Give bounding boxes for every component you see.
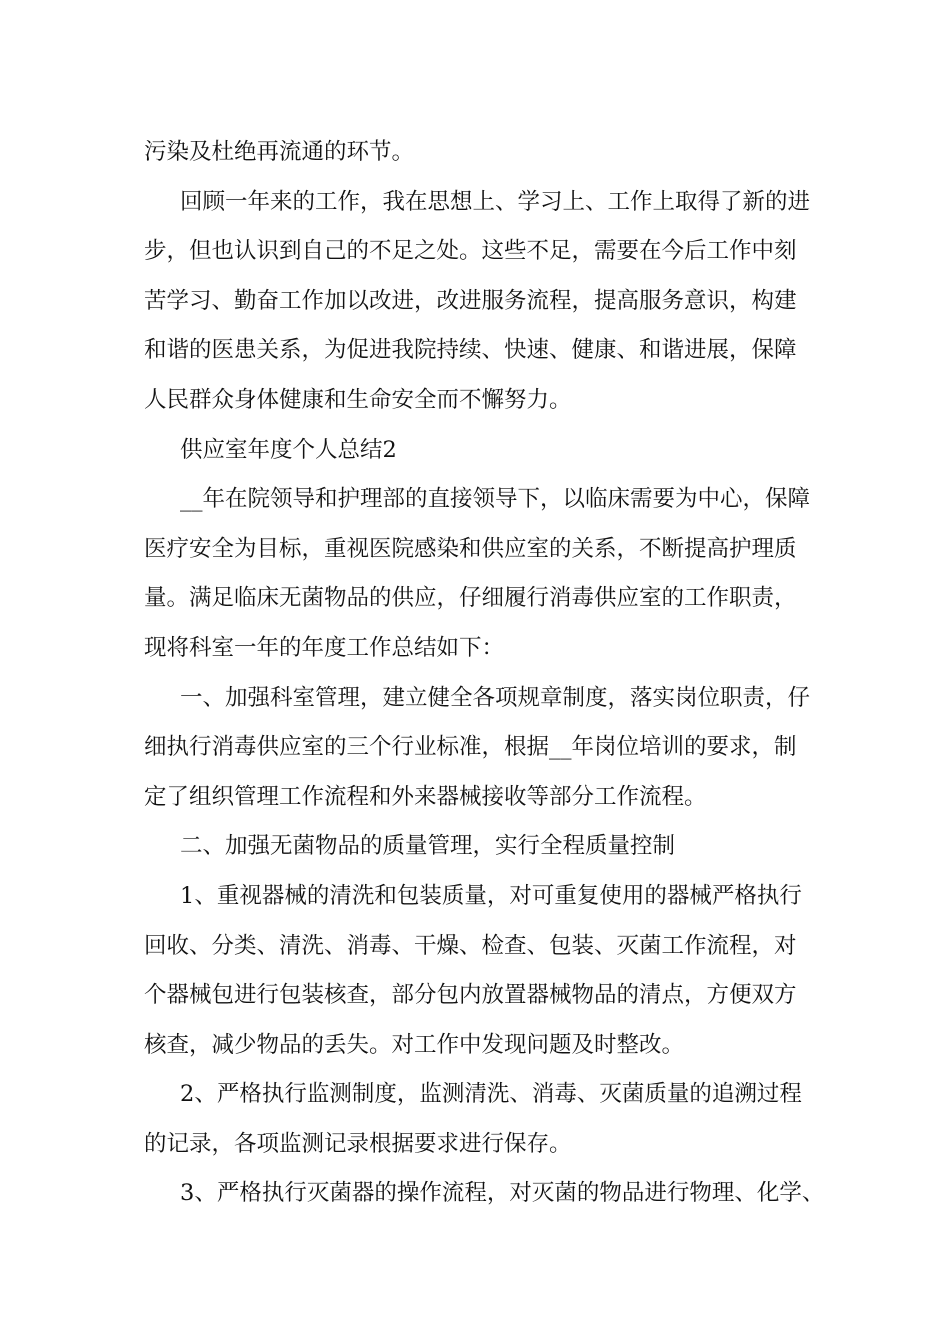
paragraph bbox=[144, 822, 834, 872]
text-line: 和谐的医患关系，为促进我院持续、快速、健康、和谐进展，保障 bbox=[144, 337, 797, 364]
text-line: 核查，减少物品的丢失。对工作中发现问题及时整改。 bbox=[144, 1031, 685, 1058]
paragraph bbox=[144, 426, 834, 476]
paragraph bbox=[144, 178, 834, 426]
text-line: 污染及杜绝再流通的环节。 bbox=[144, 139, 415, 165]
text-line: 细执行消毒供应室的三个行业标准，根据__年岗位培训的要求，制 bbox=[144, 734, 797, 761]
text-line: 医疗安全为目标，重视医院感染和供应室的关系，不断提高护理质 bbox=[144, 535, 797, 562]
text-line: __年在院领导和护理部的直接领导下，以临床需要为中心，保障 bbox=[180, 486, 811, 513]
text-line: 一、加强科室管理，建立健全各项规章制度，落实岗位职责，仔 bbox=[180, 684, 811, 711]
text-line: 的记录，各项监测记录根据要求进行保存。 bbox=[144, 1130, 572, 1157]
paragraph bbox=[144, 1169, 834, 1219]
document-body bbox=[144, 128, 834, 1219]
text-line: 现将科室一年的年度工作总结如下： bbox=[144, 634, 505, 661]
text-line: 人民群众身体健康和生命安全而不懈努力。 bbox=[144, 386, 572, 413]
text-line: 回收、分类、清洗、消毒、干燥、检查、包装、灭菌工作流程，对 bbox=[144, 932, 797, 959]
text-line: 2、严格执行监测制度，监测清洗、消毒、灭菌质量的追溯过程 bbox=[180, 1081, 802, 1108]
paragraph bbox=[144, 475, 834, 673]
text-line: 1、重视器械的清洗和包装质量，对可重复使用的器械严格执行 bbox=[180, 882, 802, 909]
paragraph bbox=[144, 128, 834, 178]
text-line: 步，但也认识到自己的不足之处。这些不足，需要在今后工作中刻 bbox=[144, 238, 797, 265]
text-line: 供应室年度个人总结2 bbox=[180, 436, 397, 463]
text-line: 回顾一年来的工作，我在思想上、学习上、工作上取得了新的进 bbox=[180, 188, 811, 215]
text-line: 3、严格执行灭菌器的操作流程，对灭菌的物品进行物理、化学、 bbox=[180, 1180, 825, 1207]
text-line: 定了组织管理工作流程和外来器械接收等部分工作流程。 bbox=[144, 783, 707, 810]
text-line: 二、加强无菌物品的质量管理，实行全程质量控制 bbox=[180, 833, 676, 860]
text-line: 苦学习、勤奋工作加以改进，改进服务流程，提高服务意识，构建 bbox=[144, 287, 797, 314]
paragraph bbox=[144, 872, 834, 1070]
paragraph bbox=[144, 1070, 834, 1169]
text-line: 个器械包进行包装核查，部分包内放置器械物品的清点，方便双方 bbox=[144, 982, 797, 1009]
text-line: 量。满足临床无菌物品的供应，仔细履行消毒供应室的工作职责， bbox=[144, 585, 797, 612]
paragraph bbox=[144, 674, 834, 823]
